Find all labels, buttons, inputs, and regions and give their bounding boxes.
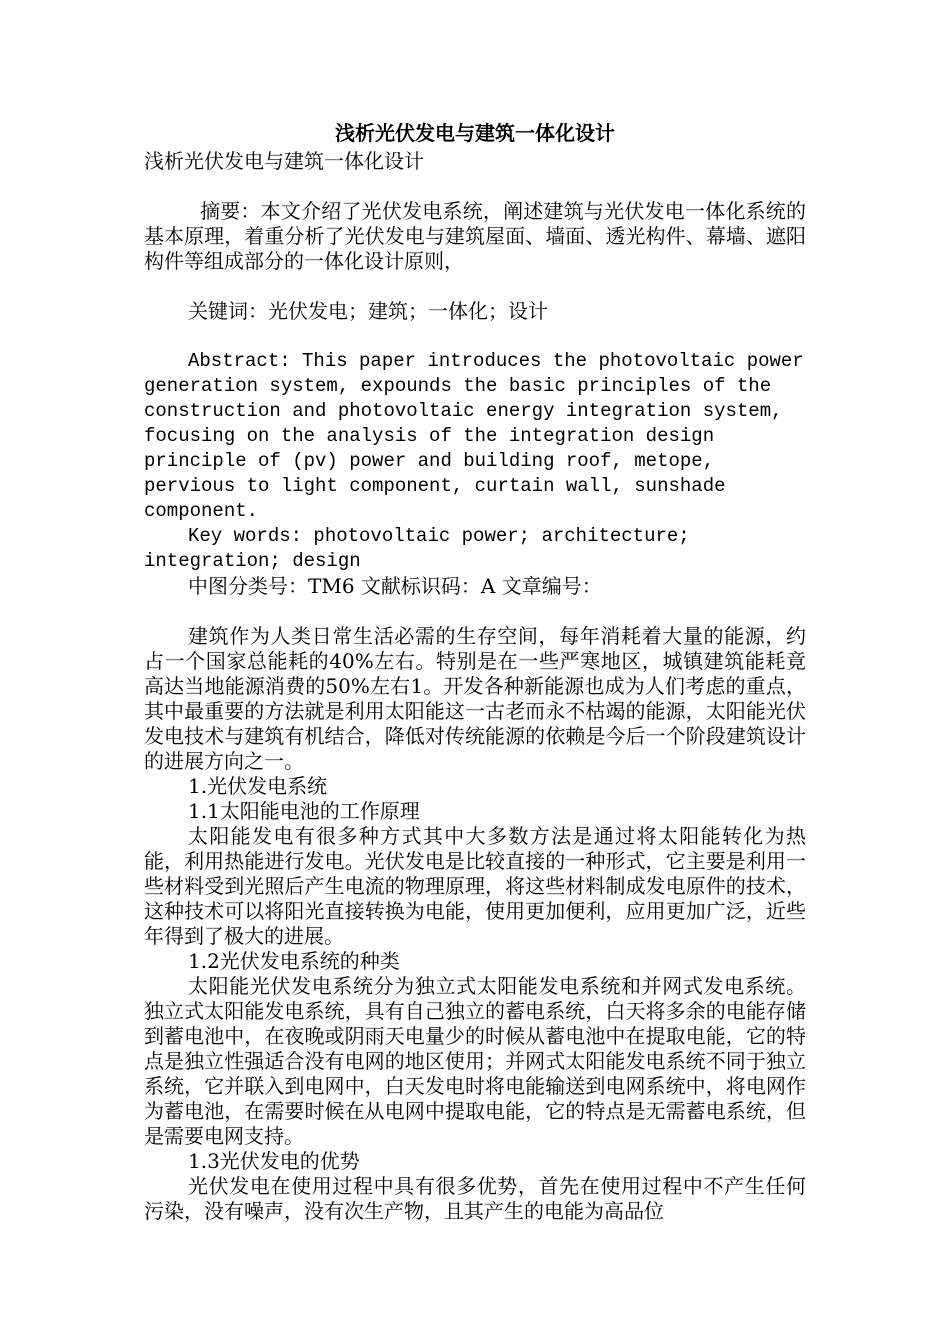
abstract-cn: 摘要：本文介绍了光伏发电系统，阐述建筑与光伏发电一体化系统的基本原理，着重分析了光伏发电与建筑屋面、墙面、透光构件、幕墙、遮阳构件等组成部分的一体化设计原则， (144, 199, 806, 273)
intro-paragraph: 建筑作为人类日常生活必需的生存空间，每年消耗着大量的能源，约占一个国家总能耗的40%左右。特别是在一些严寒地区，城镇建筑能耗竟高达当地能源消费的50%左右1。开发各种新能源也成为人们考虑的重点，其中最重要的方法就是利用太阳能这一古老而永不枯竭的能源，太阳能光伏发电技术与建筑有机结合，降低对传统能源的依赖是今后一个阶段建筑设计的进展方向之一。 (144, 624, 806, 773)
section-1-2-heading: 1.2光伏发电系统的种类 (188, 949, 400, 973)
spacer (144, 599, 806, 624)
abstract-en: Abstract: This paper introduces the photovoltaic power generation system, expounds the basic principles of the construction and photovoltaic energy integration system, focusing on the analysis of the integration design principle of (pv) power and building roof, metope, pervious to light component, curtain wall, sunshade component. (144, 350, 804, 522)
section-1-1-heading: 1.1太阳能电池的工作原理 (188, 799, 420, 823)
section-1-heading: 1.光伏发电系统 (188, 774, 328, 798)
spacer (144, 174, 806, 199)
document-page (144, 118, 806, 1224)
section-1-3-body: 光伏发电在使用过程中具有很多优势，首先在使用过程中不产生任何污染，没有噪声，没有次生产物，且其产生的电能为高品位 (144, 1174, 806, 1223)
section-1-1-body: 太阳能发电有很多种方式其中大多数方法是通过将太阳能转化为热能，利用热能进行发电。光伏发电是比较直接的一种形式，它主要是利用一些材料受到光照后产生电流的物理原理，将这些材料制成发电原件的技术，这种技术可以将阳光直接转换为电能，使用更加便利，应用更加广泛，近些年得到了极大的进展。 (144, 824, 806, 948)
keywords-cn: 关键词：光伏发电；建筑；一体化；设计 (188, 299, 548, 323)
document-subtitle: 浅析光伏发电与建筑一体化设计 (144, 149, 424, 173)
section-1-2-body: 太阳能光伏发电系统分为独立式太阳能发电系统和并网式发电系统。独立式太阳能发电系统，具有自己独立的蓄电系统，白天将多余的电能存储到蓄电池中，在夜晚或阴雨天电量少的时候从蓄电池中在提取电能，它的特点是独立性强适合没有电网的地区使用；并网式太阳能发电系统不同于独立系统，它并联入到电网中，白天发电时将电能输送到电网系统中，将电网作为蓄电池，在需要时候在从电网中提取电能，它的特点是无需蓄电系统，但是需要电网支持。 (144, 974, 806, 1148)
document-title: 浅析光伏发电与建筑一体化设计 (335, 121, 615, 145)
spacer (144, 274, 806, 299)
section-1-3-heading: 1.3光伏发电的优势 (188, 1149, 360, 1173)
classification-line: 中图分类号：TM6 文献标识码：A 文章编号： (188, 574, 602, 598)
keywords-en: Key words: photovoltaic power; architecture; integration; design (144, 525, 690, 572)
spacer (144, 324, 806, 349)
